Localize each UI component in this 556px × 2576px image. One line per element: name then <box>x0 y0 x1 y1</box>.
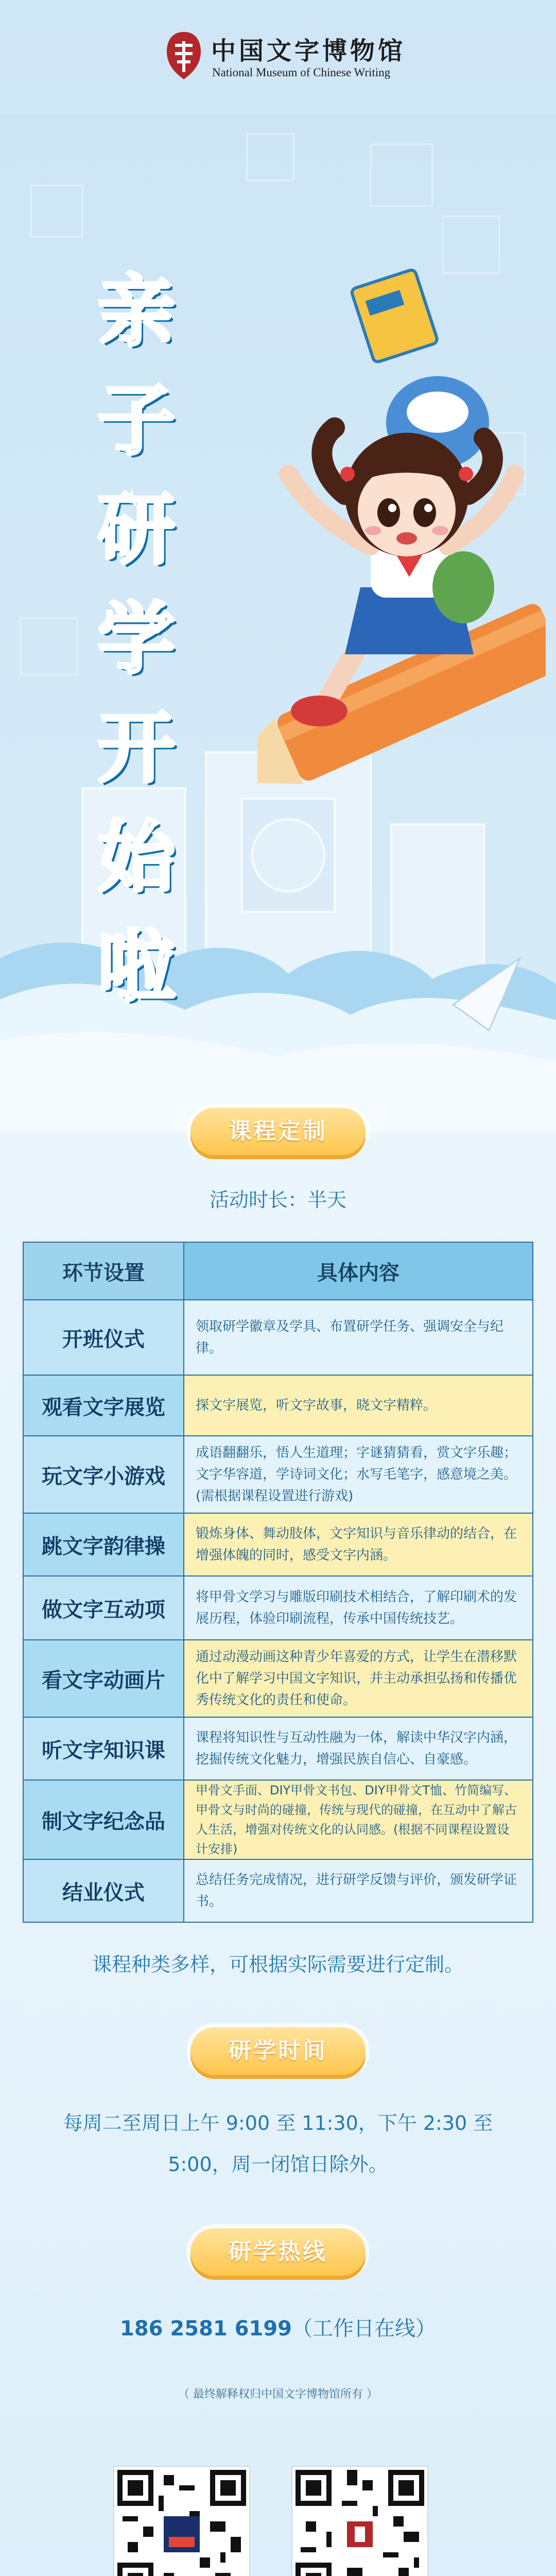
table-cell-content: 领取研学徽章及学具、布置研学任务、强调安全与纪律。 <box>184 1300 533 1375</box>
rights-note: （ 最终解释权归中国文字博物馆所有 ） <box>178 2388 378 2401</box>
section-title-schedule: 研学时间 <box>190 2027 366 2075</box>
table-cell-content: 课程将知识性与互动性融为一体，解读中华汉字内涵，挖掘传统文化魅力，增强民族自信心、自豪感。 <box>184 1717 533 1780</box>
brand-name-en: National Museum of Chinese Writing <box>212 66 391 79</box>
schedule-line-2: 5:00，周一闭馆日除外。 <box>168 2153 388 2176</box>
qr-code-official[interactable] <box>114 2467 249 2576</box>
course-note: 课程种类多样，可根据实际需要进行定制。 <box>92 1953 464 1976</box>
qr-code-education[interactable] <box>292 2467 427 2576</box>
table-header-row <box>23 1242 533 1300</box>
table-row <box>23 1300 533 1375</box>
hero-title-char: 学 <box>97 595 175 684</box>
table-cell-name: 开班仪式 <box>23 1300 184 1375</box>
hero-title-char: 啦 <box>97 922 175 1012</box>
schedule-line-1: 每周二至周日上午 9:00 至 11:30，下午 2:30 至 <box>63 2112 493 2134</box>
table-cell-content: 甲骨文手面、DIY甲骨文书包、DIY甲骨文T恤、竹简编写、甲骨文与时尚的碰撞，传统与现代的碰撞，在互动中了解古人生活，增强对传统文化的认同感。(根据不同课程设置设计安排) <box>184 1780 533 1859</box>
table-cell-name: 听文字知识课 <box>23 1717 184 1780</box>
table-header-cell: 具体内容 <box>184 1242 533 1300</box>
table-row <box>23 1859 533 1922</box>
table-row <box>23 1576 533 1640</box>
header <box>0 0 556 113</box>
table-row <box>23 1717 533 1780</box>
duration-text: 活动时长：半天 <box>209 1189 346 1211</box>
qr-code-icon <box>117 2470 246 2576</box>
table-header-cell: 环节设置 <box>23 1242 184 1300</box>
museum-logo-icon <box>164 30 204 81</box>
table-cell-content: 成语翻翻乐，悟人生道理；字谜猜猜看，赏文字乐趣；文字华容道，学诗词文化；水写毛笔字，感意境之美。(需根据课程设置进行游戏) <box>184 1436 533 1513</box>
table-row <box>23 1436 533 1513</box>
table-cell-name: 制文字纪念品 <box>23 1780 184 1859</box>
table-cell-content: 锻炼身体、舞动肢体，文字知识与音乐律动的结合，在增强体魄的同时，感受文字内涵。 <box>184 1513 533 1576</box>
table-cell-name: 观看文字展览 <box>23 1375 184 1436</box>
hero-banner <box>0 113 556 1133</box>
girl-on-pencil-illustration <box>257 258 546 860</box>
table-cell-name: 做文字互动项 <box>23 1576 184 1640</box>
hotline-phone[interactable]: 186 2581 6199 <box>119 2317 292 2341</box>
table-cell-content: 总结任务完成情况，进行研学反馈与评价，颁发研学证书。 <box>184 1859 533 1922</box>
table-row <box>23 1513 533 1576</box>
course-table <box>23 1242 533 1923</box>
hero-title-char: 亲 <box>97 267 175 357</box>
table-row <box>23 1375 533 1436</box>
table-cell-content: 探文字展览，听文字故事，晓文字精粹。 <box>184 1375 533 1436</box>
hero-title-char: 始 <box>97 813 175 903</box>
qr-code-icon <box>296 2470 424 2576</box>
hotline-line <box>0 2312 556 2342</box>
brand-name-cn: 中国文字博物馆 <box>211 37 406 65</box>
section-title-hotline: 研学热线 <box>190 2228 366 2276</box>
table-cell-name: 跳文字韵律操 <box>23 1513 184 1576</box>
table-row <box>23 1640 533 1717</box>
table-cell-content: 通过动漫动画这种青少年喜爱的方式，让学生在潜移默化中了解学习中国文字知识，并主动承担弘扬和传播优秀传统文化的责任和使命。 <box>184 1640 533 1717</box>
hero-title-char: 子 <box>97 376 175 466</box>
table-row <box>23 1780 533 1859</box>
table-cell-content: 将甲骨文学习与雕版印刷技术相结合，了解印刷术的发展历程，体验印刷流程，传承中国传统技艺。 <box>184 1576 533 1640</box>
hero-title-char: 开 <box>97 704 175 793</box>
hero-title <box>93 268 185 1032</box>
table-cell-name: 玩文字小游戏 <box>23 1436 184 1513</box>
table-cell-name: 看文字动画片 <box>23 1640 184 1717</box>
hero-title-char: 研 <box>97 485 175 575</box>
section-title-course: 课程定制 <box>190 1108 366 1155</box>
table-cell-name: 结业仪式 <box>23 1859 184 1922</box>
hotline-hours: （工作日在线） <box>292 2317 436 2341</box>
